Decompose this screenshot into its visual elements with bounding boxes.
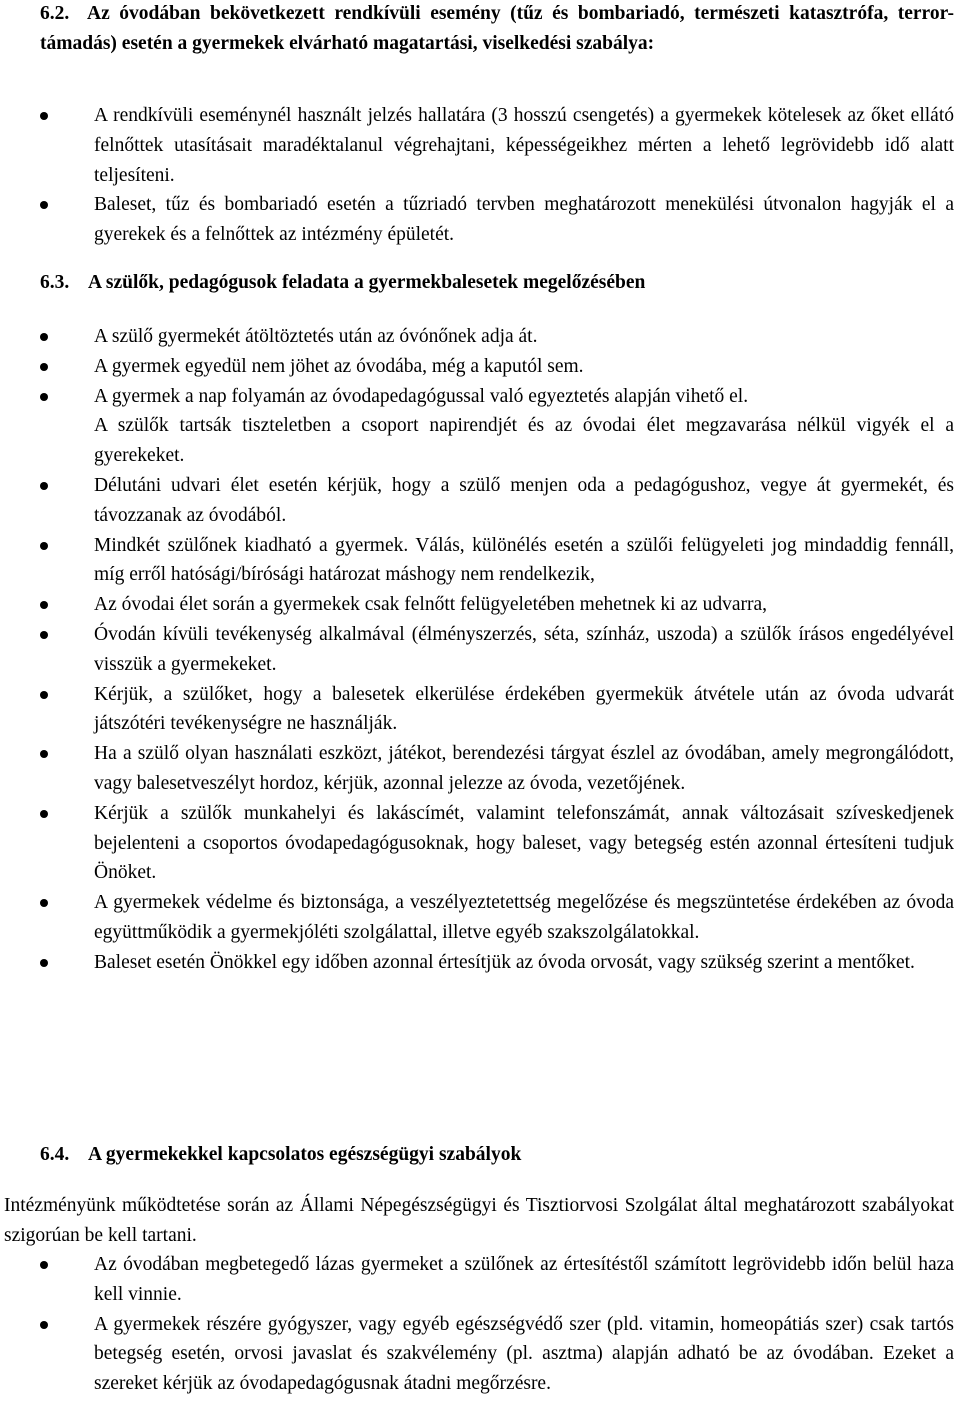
bullet-icon bbox=[40, 899, 48, 907]
section-6-4-list bbox=[94, 1250, 954, 1399]
section-6-4-heading bbox=[40, 1140, 954, 1170]
section-title: A gyermekekkel kapcsolatos egészségügyi szabályok bbox=[88, 1144, 522, 1165]
bullet-icon bbox=[40, 482, 48, 490]
list-item: Délutáni udvari élet esetén kérjük, hogy a szülő menjen oda a pedagógushoz, vegye át gyermekét, és távozzanak az óvodából. bbox=[94, 471, 954, 531]
section-title: A szülők, pedagógusok feladata a gyermekbalesetek megelőzésében bbox=[88, 272, 646, 293]
bullet-icon bbox=[40, 1321, 48, 1329]
section-number: 6.3. bbox=[40, 272, 70, 293]
list-item: Kérjük, a szülőket, hogy a balesetek elkerülése érdekében gyermekük átvétele után az óvoda udvarát játszótéri tevékenységre ne használják. bbox=[94, 680, 954, 740]
section-6-3-heading bbox=[40, 268, 954, 298]
list-item: Kérjük a szülők munkahelyi és lakáscímét, valamint telefonszámát, annak változásait szíveskedjenek bejelenteni a csoportos óvodapedagógusoknak, hogy baleset, vagy betegség estén azonnal értesíteni tudjuk Önöket. bbox=[94, 799, 954, 888]
bullet-icon bbox=[40, 959, 48, 967]
list-item: Az óvodában megbetegedő lázas gyermeket a szülőnek az értesítéstől számított legrövidebb időn belül haza kell vinnie. bbox=[94, 1250, 954, 1310]
list-item: A gyermek a nap folyamán az óvodapedagógussal való egyeztetés alapján vihető el. bbox=[94, 382, 954, 412]
list-item: Óvodán kívüli tevékenység alkalmával (élményszerzés, séta, színház, uszoda) a szülők írásos engedélyével visszük a gyermekeket. bbox=[94, 620, 954, 680]
section-6-3-list bbox=[94, 322, 954, 978]
section-6-2-list bbox=[94, 101, 954, 250]
bullet-icon bbox=[40, 601, 48, 609]
bullet-icon bbox=[40, 810, 48, 818]
bullet-icon bbox=[40, 1261, 48, 1269]
section-number: 6.2. bbox=[40, 3, 70, 24]
list-item: Baleset, tűz és bombariadó esetén a tűzriadó tervben meghatározott menekülési útvonalon hagyják el a gyerekek és a felnőttek az intézmény épületét. bbox=[94, 190, 954, 250]
list-item: A szülők tartsák tiszteletben a csoport napirendjét és az óvodai élet megzavarása nélkül vigyék el a gyerekeket. bbox=[94, 415, 954, 467]
list-item: A szülő gyermekét átöltöztetés után az óvónőnek adja át. bbox=[94, 322, 954, 352]
list-item: A gyermekek részére gyógyszer, vagy egyéb egészségvédő szer (pld. vitamin, homeopátiás szer) csak tartós betegség esetén, orvosi javaslat és szakvélemény (pl. asztma) alapján adható be az óvodában. Ezeket a szereket kérjük az óvodapedagógusnak átadni megőrzésre. bbox=[94, 1310, 954, 1399]
bullet-icon bbox=[40, 750, 48, 758]
section-title: Az óvodában bekövetkezett rendkívüli esemény (tűz és bombariadó, természeti katasztrófa, terror-támadás) esetén a gyermekek elvárható magatartási, viselkedési szabálya: bbox=[40, 3, 954, 54]
bullet-icon bbox=[40, 112, 48, 120]
list-item: A gyermek egyedül nem jöhet az óvodába, még a kaputól sem. bbox=[94, 352, 954, 382]
list-item: Baleset esetén Önökkel egy időben azonnal értesítjük az óvoda orvosát, vagy szükség szerint a mentőket. bbox=[94, 948, 954, 978]
bullet-icon bbox=[40, 542, 48, 550]
list-item: Ha a szülő olyan használati eszközt, játékot, berendezési tárgyat észlel az óvodában, amely megrongálódott, vagy balesetveszélyt hordoz, kérjük, azonnal jelezze az óvoda, vezetőjének. bbox=[94, 739, 954, 799]
list-item: Az óvodai élet során a gyermekek csak felnőtt felügyeletében mehetnek ki az udvarra, bbox=[94, 590, 954, 620]
section-6-2-heading bbox=[40, 0, 954, 59]
bullet-icon bbox=[40, 201, 48, 209]
list-item: A rendkívüli eseménynél használt jelzés hallatára (3 hosszú csengetés) a gyermekek kötelesek az őket ellátó felnőttek utasításait maradéktalanul végrehajtani, képességeikhez mérten a lehető legrövidebb idő alatt teljesíteni. bbox=[94, 101, 954, 190]
bullet-icon bbox=[40, 363, 48, 371]
section-6-4-intro: Intézményünk működtetése során az Állami Népegészségügyi és Tisztiorvosi Szolgálat által meghatározott szabályokat szigorúan be kell tartani. bbox=[4, 1195, 954, 1246]
bullet-icon bbox=[40, 333, 48, 341]
list-item: Mindkét szülőnek kiadható a gyermek. Válás, különélés esetén a szülői felügyeleti jog mindaddig fennáll, míg erről hatósági/bírósági határozat máshogy nem rendelkezik, bbox=[94, 531, 954, 591]
section-number: 6.4. bbox=[40, 1144, 70, 1165]
bullet-icon bbox=[40, 631, 48, 639]
bullet-icon bbox=[40, 393, 48, 401]
bullet-icon bbox=[40, 691, 48, 699]
list-item: A gyermekek védelme és biztonsága, a veszélyeztetettség megelőzése és megszüntetése érdekében az óvoda együttműködik a gyermekjóléti szolgálattal, illetve egyéb szakszolgálatokkal. bbox=[94, 888, 954, 948]
